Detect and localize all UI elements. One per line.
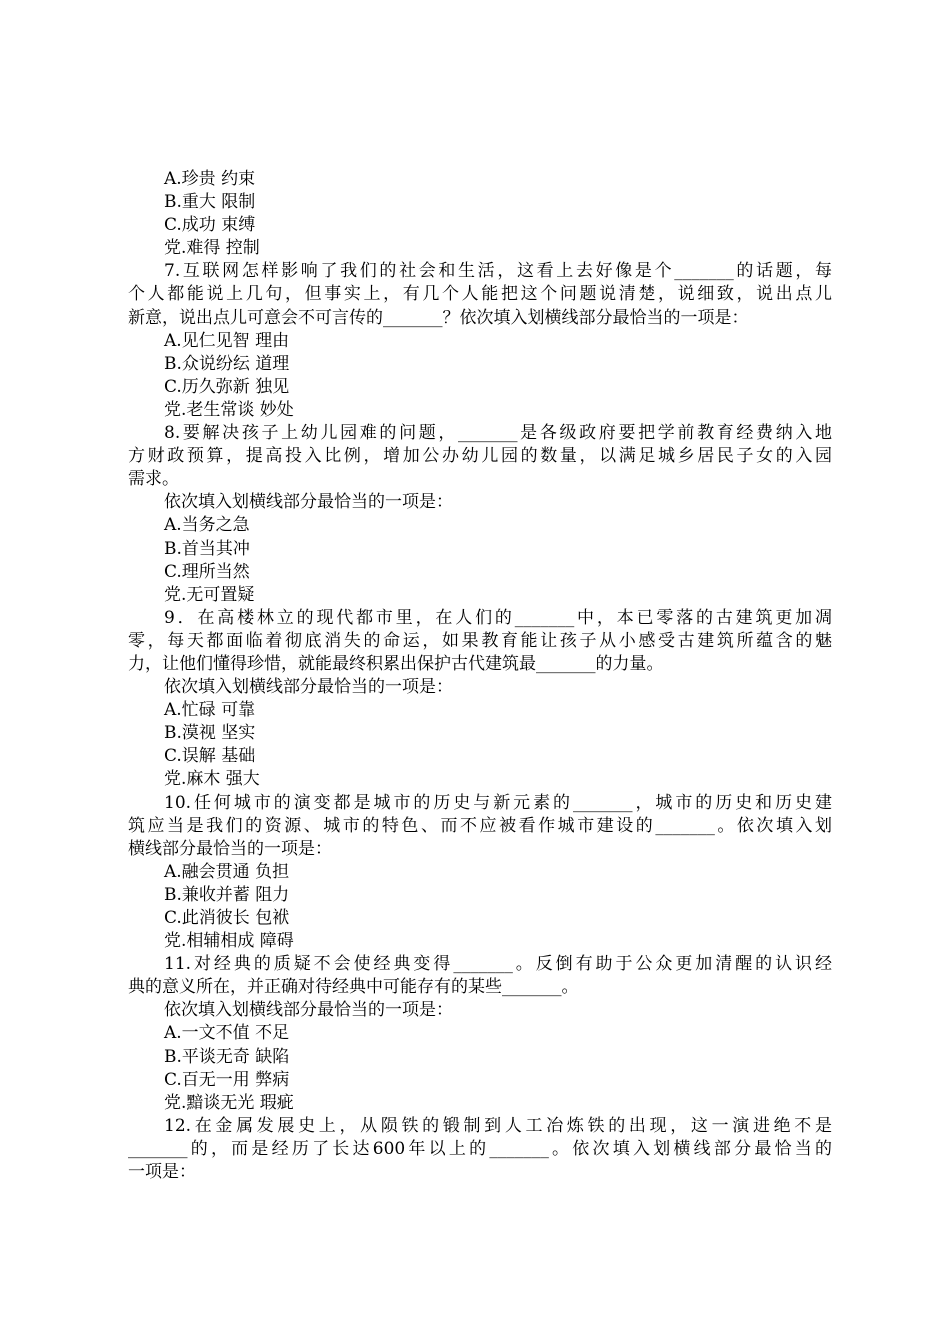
option-line: C.百无一用 弊病 [164, 1069, 290, 1090]
option-line: B.重大 限制 [164, 192, 256, 213]
option-line: 党.相辅相成 障碍 [164, 931, 294, 952]
question-prompt: 依次填入划横线部分最恰当的一项是： [164, 677, 453, 698]
document-page [128, 168, 832, 1184]
question-text-line: 8.要解决孩子上幼儿园难的问题，_______是各级政府要把学前教育经费纳入地 [164, 423, 832, 444]
option-line: 党.老生常谈 妙处 [164, 399, 294, 420]
question-text-line: 力，让他们懂得珍惜，就能最终积累出保护古代建筑最_______的力量。 [128, 653, 664, 674]
question-prompt: 依次填入划横线部分最恰当的一项是： [164, 1000, 453, 1021]
question-9 [128, 607, 832, 792]
option-line: 党.麻木 强大 [164, 769, 260, 790]
question-text-line: 一项是： [128, 1162, 196, 1183]
question-10 [128, 792, 832, 954]
option-line: C.理所当然 [164, 561, 250, 582]
question-text-line: 11.对经典的质疑不会使经典变得_______。反倒有助于公众更加清醒的认识经 [164, 954, 832, 975]
top-options [128, 168, 832, 260]
question-text-line: 典的意义所在，并正确对待经典中可能存有的某些_______。 [128, 977, 579, 998]
option-line: 党.无可置疑 [164, 584, 255, 605]
question-text-line: 12.在金属发展史上，从陨铁的锻制到人工冶炼铁的出现，这一演进绝不是 [164, 1115, 832, 1136]
option-line: A.见仁见智 理由 [164, 330, 290, 351]
question-text-line: 个人都能说上几句，但事实上，有几个人能把这个问题说清楚，说细致，说出点儿 [128, 284, 832, 305]
option-line: A.一文不值 不足 [164, 1023, 290, 1044]
question-text-line: _______的，而是经历了长达600年以上的_______。依次填入划横线部分最恰当的 [128, 1138, 832, 1159]
question-text-line: 零，每天都面临着彻底消失的命运，如果教育能让孩子从小感受古建筑所蕴含的魅 [128, 630, 832, 651]
option-line: C.误解 基础 [164, 746, 256, 767]
question-text-line: 筑应当是我们的资源、城市的特色、而不应被看作城市建设的_______。依次填入划 [128, 815, 832, 836]
option-line: C.历久弥新 独见 [164, 376, 290, 397]
question-text-line: 7.互联网怎样影响了我们的社会和生活，这看上去好像是个_______的话题，每 [164, 261, 832, 282]
option-line: B.兼收并蓄 阻力 [164, 884, 290, 905]
option-line: B.平谈无奇 缺陷 [164, 1046, 290, 1067]
question-text-line: 10.任何城市的演变都是城市的历史与新元素的_______，城市的历史和历史建 [164, 792, 832, 813]
question-text-line: 横线部分最恰当的一项是： [128, 838, 332, 859]
option-line: B.众说纷纭 道理 [164, 353, 290, 374]
question-text-line: 需求。 [128, 469, 179, 490]
option-line: A.珍贵 约束 [164, 169, 256, 189]
question-prompt: 依次填入划横线部分最恰当的一项是： [164, 492, 453, 513]
option-line: A.当务之急 [164, 515, 250, 536]
option-line: C.此消彼长 包袱 [164, 908, 290, 928]
option-line: B.首当其冲 [164, 538, 250, 559]
option-line: 党.难得 控制 [164, 238, 260, 259]
question-11 [128, 953, 832, 1115]
question-12 [128, 1115, 832, 1184]
question-text-line: 新意，说出点儿可意会不可言传的_______？依次填入划横线部分最恰当的一项是： [128, 307, 749, 328]
option-line: B.漠视 坚实 [164, 723, 256, 744]
question-text-line: 方财政预算，提高投入比例，增加公办幼儿园的数量，以满足城乡居民子女的入园 [128, 446, 832, 467]
question-text-line: 9．在高楼林立的现代都市里，在人们的_______中，本已零落的古建筑更加凋 [164, 607, 832, 628]
option-line: C.成功 束缚 [164, 215, 256, 236]
option-line: 党.黯谈无光 瑕疵 [164, 1092, 294, 1113]
option-line: A.忙碌 可靠 [164, 700, 256, 721]
question-8 [128, 422, 832, 607]
option-line: A.融会贯通 负担 [164, 861, 290, 882]
question-7 [128, 260, 832, 422]
